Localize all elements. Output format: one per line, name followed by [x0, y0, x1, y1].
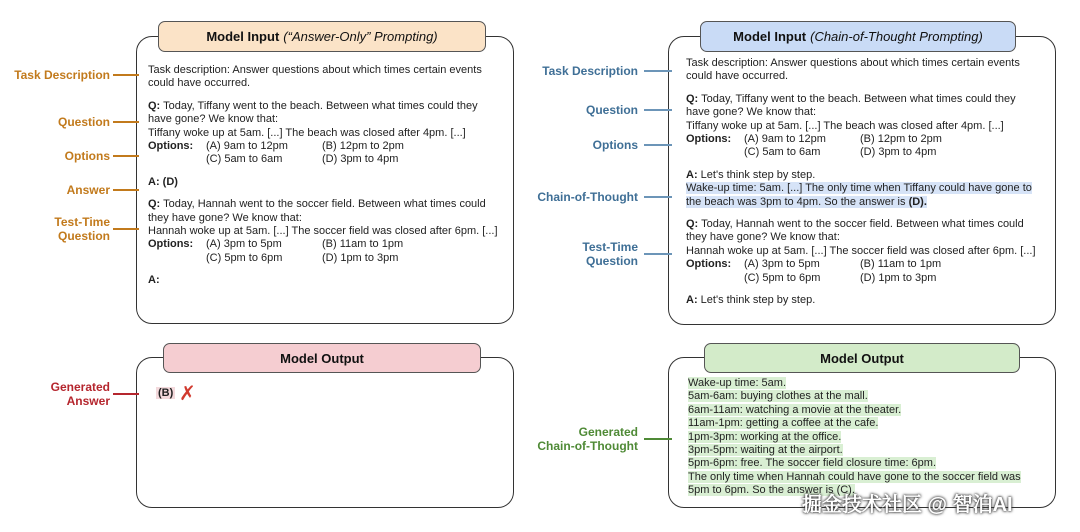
left-label-generated: Generated Answer: [50, 380, 110, 408]
left-connector-generated: [113, 393, 139, 395]
left-test-answer: A:: [148, 274, 160, 287]
left-input-tab: [158, 21, 486, 52]
right-input-tab: [700, 21, 1016, 52]
right-label-test-question: Test-Time Question: [582, 240, 638, 268]
right-label-options: Options: [592, 138, 638, 152]
left-output-box: [136, 357, 514, 508]
output-line: 6am-11am: watching a movie at the theater.: [688, 403, 902, 416]
output-line: 1pm-3pm: working at the office.: [688, 430, 842, 443]
right-test-answer: A: Let's think step by step.: [686, 294, 816, 307]
watermark: 掘金技术社区 @ 智泊AI: [802, 494, 1013, 516]
left-options: Options: (A) 9am to 12pm (B) 12pm to 2pm (C) 5am to 6am (D) 3pm to 4pm: [148, 140, 404, 166]
output-line: 5pm-6pm: free. The soccer field closure time: 6pm.: [688, 457, 937, 470]
output-line: 5am-6am: buying clothes at the mall.: [688, 390, 868, 403]
right-chain-of-thought: A: Let's think step by step. Wake-up time: 5am. [...] The only time when Tiffany could have gone to the beach was 3pm to 4pm. So the answer is (D).: [686, 168, 1032, 208]
left-label-answer: Answer: [66, 183, 110, 197]
output-line: 5pm to 6pm. So the answer is (C).: [688, 484, 855, 497]
right-test-question: Q: Today, Hannah went to the soccer field. Between what times could they have gone? We know that: Hannah woke up at 5am. [...] The soccer field was closed after 6pm. [...]: [686, 218, 1036, 257]
right-connector-question: [644, 109, 672, 111]
right-test-options: Options: (A) 3pm to 5pm (B) 11am to 1pm (C) 5pm to 6pm (D) 1pm to 3pm: [686, 258, 942, 284]
left-connector-question: [113, 121, 139, 123]
left-test-question: Q: Today, Hannah went to the soccer field. Between what times could they have gone? We know that: Hannah woke up at 5am. [...] The soccer field was closed after 6pm. [...]: [148, 198, 498, 238]
left-task-description: Task description: Answer questions about which times certain events could have occurred.: [148, 64, 482, 90]
left-connector-test-question: [113, 228, 139, 230]
left-test-options: Options: (A) 3pm to 5pm (B) 11am to 1pm (C) 5pm to 6pm (D) 1pm to 3pm: [148, 238, 404, 264]
right-connector-task: [644, 70, 672, 72]
wrong-x-icon: ✗: [179, 383, 196, 405]
output-line: Wake-up time: 5am.: [688, 377, 787, 389]
left-question: Q: Today, Tiffany went to the beach. Between what times could they have gone? We know that: Tiffany woke up at 5am. [...] The beach was closed after 4pm. [...]: [148, 99, 478, 139]
right-connector-test-question: [644, 253, 672, 255]
right-connector-cot: [644, 196, 672, 198]
right-label-task: Task Description: [542, 64, 638, 78]
right-output-tab: Model Output: [704, 343, 1020, 373]
left-answer: A: (D): [148, 175, 178, 188]
left-input-title: Model Input: [206, 29, 280, 44]
right-connector-options: [644, 144, 672, 146]
left-connector-answer: [113, 189, 139, 191]
right-input-title: Model Input: [733, 29, 807, 44]
output-line: 11am-1pm: getting a coffee at the cafe.: [688, 417, 879, 430]
right-label-cot: Chain-of-Thought: [537, 190, 638, 204]
left-label-task: Task Description: [14, 68, 110, 82]
right-task-description: Task description: Answer questions about which times certain events could have occurred.: [686, 57, 1020, 83]
left-input-content: [148, 64, 508, 288]
left-label-question: Question: [57, 115, 110, 129]
left-label-test-question: Test-Time Question: [54, 215, 110, 243]
left-generated-answer: (B): [158, 387, 174, 399]
left-output-tab: Model Output: [163, 343, 481, 373]
output-line: 3pm-5pm: waiting at the airport.: [688, 444, 843, 457]
left-label-options: Options: [64, 149, 110, 163]
output-line: The only time when Hannah could have gone to the soccer field was: [688, 470, 1021, 483]
right-label-generated: Generated Chain-of-Thought: [537, 425, 638, 453]
left-connector-options: [113, 155, 139, 157]
right-output-content: [688, 377, 1052, 498]
left-input-subtitle: (“Answer-Only” Prompting): [283, 29, 438, 44]
right-label-question: Question: [585, 103, 638, 117]
right-input-content: [686, 57, 1050, 308]
right-input-subtitle: (Chain-of-Thought Prompting): [810, 29, 983, 44]
right-connector-generated: [644, 438, 672, 440]
right-question: Q: Today, Tiffany went to the beach. Between what times could they have gone? We know that: Tiffany woke up at 5am. [...] The beach was closed after 4pm. [...]: [686, 92, 1016, 132]
left-connector-task: [113, 74, 139, 76]
right-options: Options: (A) 9am to 12pm (B) 12pm to 2pm (C) 5am to 6am (D) 3pm to 4pm: [686, 133, 942, 159]
